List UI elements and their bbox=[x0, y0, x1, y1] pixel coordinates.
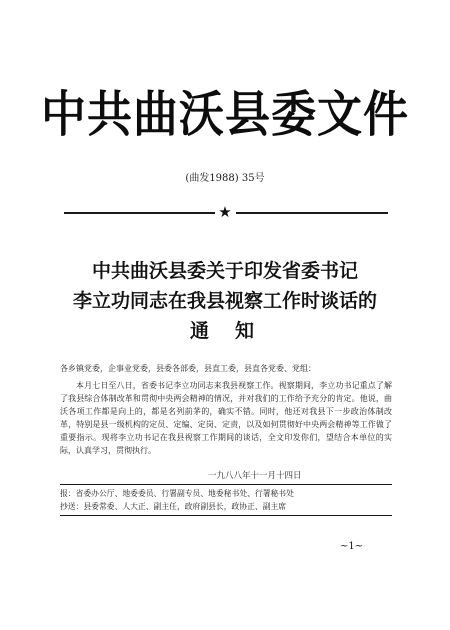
salutation-text: 各乡镇党委，企事业党委，县委各部委，县直工委，县直各党委、党组： bbox=[60, 364, 316, 373]
star-icon: ★ bbox=[218, 203, 232, 221]
salutation bbox=[60, 362, 392, 375]
divider-line-right bbox=[236, 212, 388, 214]
body-paragraph-text: 本月七日至八日，省委书记李立功同志来我县视察工作。视察期间，李立功书记重点了解了我县综合体制改革和贯彻中央两会精神的情况，并对我们的工作给予充分的肯定。他说，曲沃各项工作都是向上的，都是名列前茅的，确实不错。同时，他还对我县下一步政治体制改革，特别是县一级机构的定员、定编、定岗、定责，以及如何贯彻好中央两会精神等工作做了重要指示。现将李立功书记在我县视察工作期间的谈话，全文印发你们，望结合本单位的实际，认真学习，贯彻执行。 bbox=[60, 381, 392, 455]
distribution-copy-to: 抄送：县委常委、人大正、副主任，政府副县长，政协正、副主席 bbox=[60, 502, 287, 511]
footer-rule-bottom bbox=[60, 515, 392, 516]
footer-rule-top bbox=[60, 484, 392, 485]
body-paragraph bbox=[60, 379, 392, 457]
document-title-line-1: 中共曲沃县委关于印发省委书记 bbox=[91, 260, 358, 282]
document-masthead: 中共曲沃县委文件 bbox=[40, 85, 409, 144]
document-title-line-2: 李立功同志在我县视察工作时谈话的 bbox=[72, 290, 377, 312]
distribution-report-to: 报：省委办公厅、地委委员、行署副专员、地委秘书处、行署秘书处 bbox=[60, 489, 294, 498]
page-number: ~1~ bbox=[340, 541, 364, 552]
document-title-line-3: 通知 bbox=[189, 320, 280, 342]
divider-line-left bbox=[64, 212, 215, 214]
issue-date: 一九八八年十一月十四日 bbox=[208, 471, 302, 481]
document-number: (曲发1988) 35号 bbox=[185, 173, 265, 184]
